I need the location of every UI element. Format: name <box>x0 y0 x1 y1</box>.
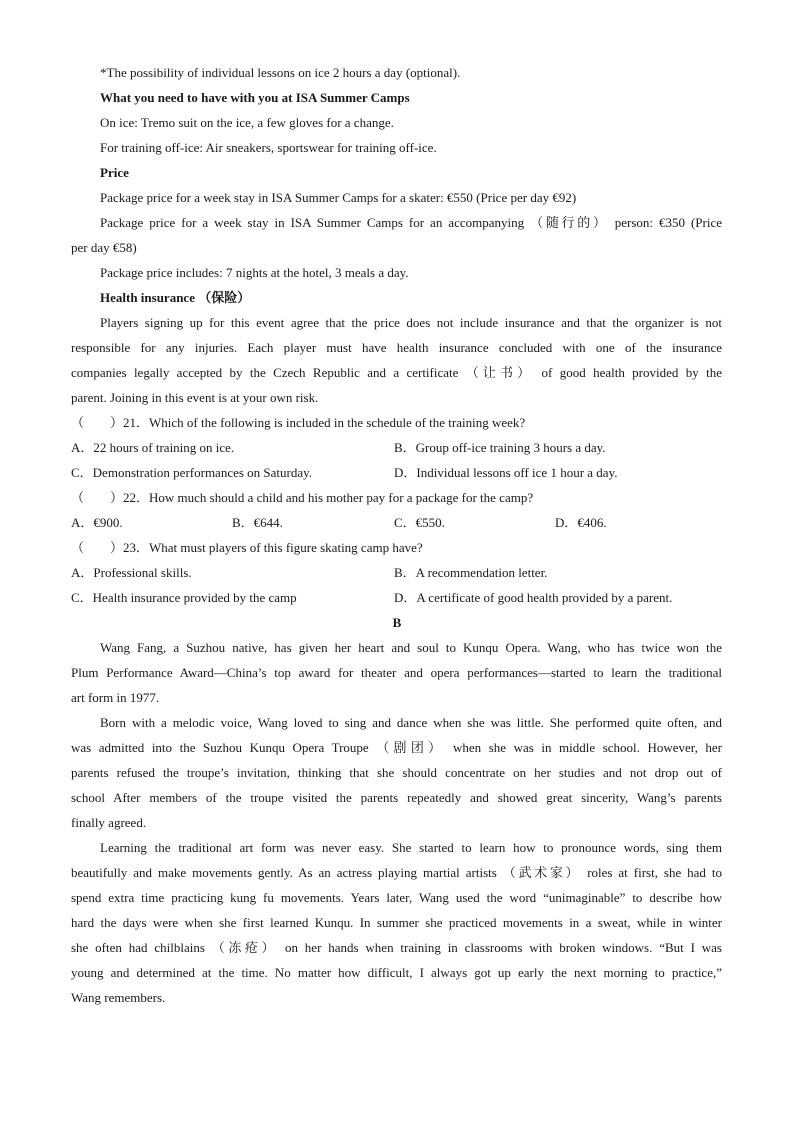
price-includes-line: Package price includes: 7 nights at the hotel, 3 meals a day. <box>100 265 409 280</box>
paragraph-1-line: Plum Performance Award—China’s top award for theater and opera performances—started to learn the traditional <box>71 665 722 680</box>
question-21-option-a: A．22 hours of training on ice. <box>71 440 235 455</box>
question-21-option-c: C．Demonstration performances on Saturday. <box>71 465 313 480</box>
paragraph-3-line: she often had chilblains （冻疮） on her hands when training in classrooms with broken windows. “But I was <box>71 940 722 955</box>
paragraph-2-line: was admitted into the Suzhou Kunqu Opera Troupe （剧团） when she was in middle school. However, her <box>71 740 722 755</box>
question-23-option-d: D．A certificate of good health provided by a parent. <box>394 590 673 605</box>
health-paragraph-line: companies legally accepted by the Czech Republic and a certificate （让书） of good health provided by the <box>71 365 722 380</box>
paragraph-3-line: Learning the traditional art form was never easy. She started to learn how to pronounce words, sing them <box>100 840 722 855</box>
off-ice-line: For training off-ice: Air sneakers, sportswear for training off-ice. <box>100 140 437 155</box>
question-23-stem: （ ）23．What must players of this figure skating camp have? <box>71 540 423 555</box>
need-heading: What you need to have with you at ISA Summer Camps <box>100 90 410 105</box>
health-paragraph-line: parent. Joining in this event is at your own risk. <box>71 390 319 405</box>
paragraph-3-line: hard the days were when she first learned Kunqu. In summer she practiced movements in a sweat, while in winter <box>71 915 722 930</box>
question-23-option-a: A．Professional skills. <box>71 565 192 580</box>
price-accompanying-line-cont: per day €58) <box>71 240 137 255</box>
question-22-option-b: B．€644. <box>232 515 283 530</box>
price-heading: Price <box>100 165 129 180</box>
question-22-option-c: C．€550. <box>394 515 445 530</box>
paragraph-3-line: beautifully and make movements gently. As an actress playing martial artists （武术家） roles at first, she had to <box>71 865 722 880</box>
paragraph-2-line: school After members of the troupe visited the parents repeatedly and showed great sincerity, Wang’s parents <box>71 790 722 805</box>
paragraph-2-line: finally agreed. <box>71 815 147 830</box>
health-paragraph-line: responsible for any injuries. Each player must have health insurance concluded with one of the insurance <box>71 340 722 355</box>
price-accompanying-line: Package price for a week stay in ISA Summer Camps for an accompanying （随行的） person: €350 (Price <box>100 215 722 230</box>
question-21-option-b: B．Group off-ice training 3 hours a day. <box>394 440 606 455</box>
health-paragraph-line: Players signing up for this event agree that the price does not include insurance and that the organizer is not <box>100 315 722 330</box>
question-22-option-a: A．€900. <box>71 515 123 530</box>
question-21-stem: （ ）21．Which of the following is included in the schedule of the training week? <box>71 415 526 430</box>
price-skater-line: Package price for a week stay in ISA Summer Camps for a skater: €550 (Price per day €92) <box>100 190 577 205</box>
paragraph-3-line: spend extra time practicing kung fu movements. Years later, Wang used the word “unimaginable” to describe how <box>71 890 722 905</box>
section-b-label: B <box>392 615 402 630</box>
question-22-stem: （ ）22．How much should a child and his mother pay for a package for the camp? <box>71 490 534 505</box>
paragraph-3-line: Wang remembers. <box>71 990 166 1005</box>
question-22-option-d: D．€406. <box>555 515 607 530</box>
possibility-line: *The possibility of individual lessons on ice 2 hours a day (optional). <box>100 65 461 80</box>
question-23-option-b: B．A recommendation letter. <box>394 565 548 580</box>
paragraph-3-line: young and determined at the time. No matter how difficult, I always got up early the next morning to practice,” <box>71 965 722 980</box>
question-23-option-c: C．Health insurance provided by the camp <box>71 590 297 605</box>
paragraph-1-line: Wang Fang, a Suzhou native, has given her heart and soul to Kunqu Opera. Wang, who has twice won the <box>100 640 722 655</box>
paragraph-2-line: Born with a melodic voice, Wang loved to sing and dance when she was little. She performed quite often, and <box>100 715 722 730</box>
paragraph-2-line: parents refused the troupe’s invitation, thinking that she should concentrate on her studies and not drop out of <box>71 765 722 780</box>
paragraph-1-line: art form in 1977. <box>71 690 160 705</box>
on-ice-line: On ice: Tremo suit on the ice, a few gloves for a change. <box>100 115 394 130</box>
health-heading: Health insurance （保险） <box>100 290 251 305</box>
question-21-option-d: D．Individual lessons off ice 1 hour a day. <box>394 465 618 480</box>
